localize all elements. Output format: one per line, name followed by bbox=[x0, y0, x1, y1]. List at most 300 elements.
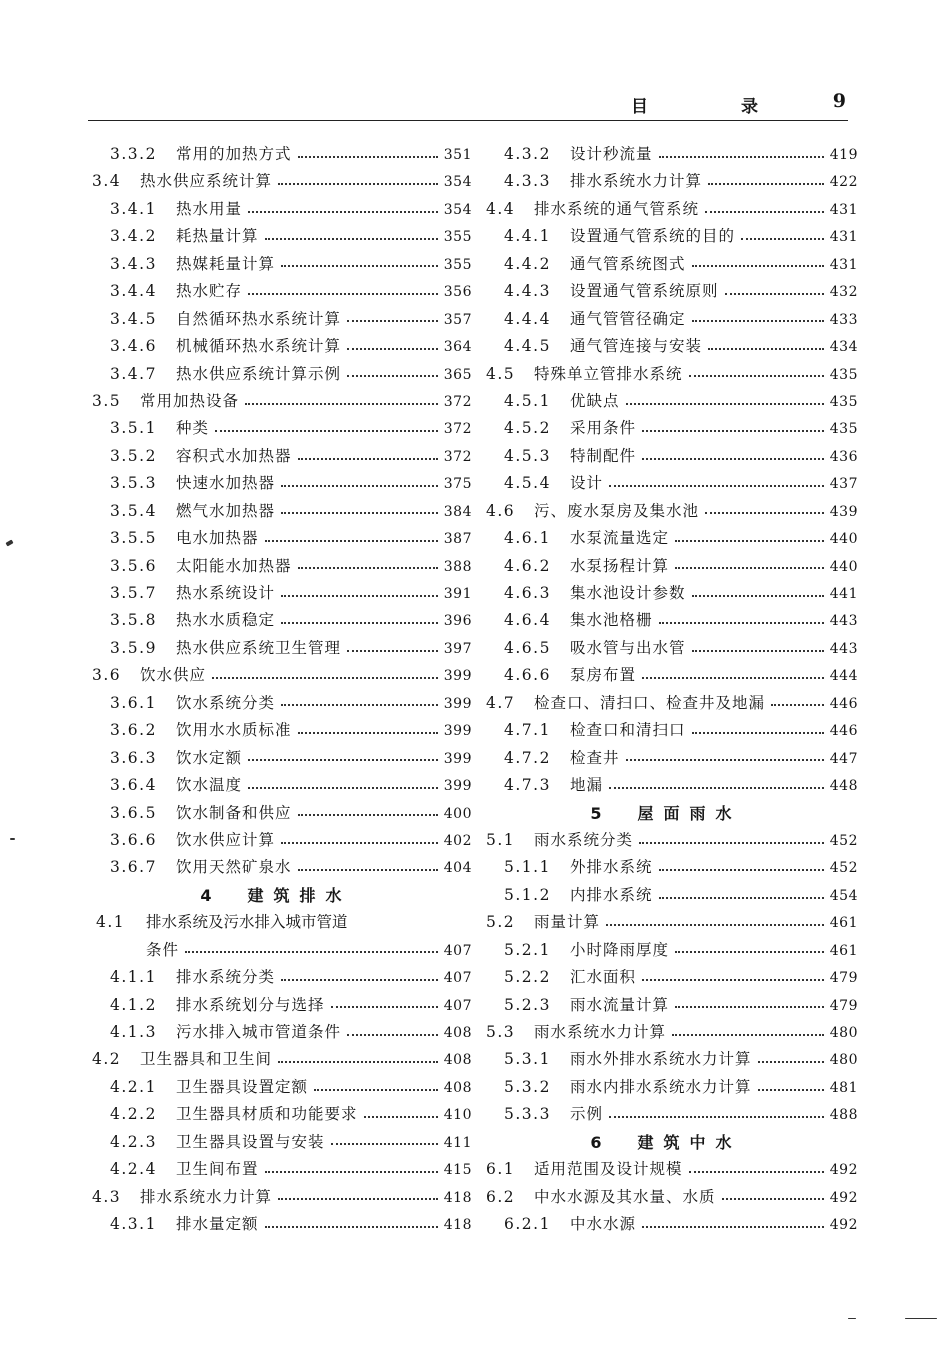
toc-entry[interactable] bbox=[80, 1211, 472, 1238]
leader-dots bbox=[314, 1089, 438, 1091]
toc-entry[interactable] bbox=[474, 1046, 858, 1073]
toc-entry[interactable] bbox=[474, 168, 858, 195]
leader-dots bbox=[659, 897, 824, 899]
toc-entry-number: 4.3.1 bbox=[110, 1215, 157, 1234]
toc-entry-title: 排水系统分类 bbox=[176, 968, 276, 987]
leader-dots bbox=[692, 265, 824, 267]
toc-entry-number: 4.5.1 bbox=[504, 391, 551, 410]
toc-entry-page: 435 bbox=[829, 393, 858, 410]
toc-entry-title: 雨量计算 bbox=[534, 913, 601, 932]
toc-entry[interactable] bbox=[80, 1184, 472, 1211]
toc-entry-page: 479 bbox=[829, 970, 858, 987]
toc-entry-number: 4.3.2 bbox=[504, 145, 551, 163]
toc-entry[interactable] bbox=[80, 1156, 472, 1183]
leader-dots bbox=[281, 704, 438, 706]
toc-entry-title: 热水贮存 bbox=[176, 282, 243, 301]
leader-dots bbox=[692, 595, 824, 597]
toc-entry-page: 355 bbox=[443, 229, 472, 246]
toc-entry-page: 351 bbox=[443, 147, 472, 163]
toc-entry[interactable] bbox=[80, 690, 472, 717]
toc-entry[interactable] bbox=[474, 1101, 858, 1128]
toc-entry[interactable] bbox=[474, 306, 858, 333]
toc-entry-number: 4.5.3 bbox=[504, 446, 551, 465]
toc-entry[interactable] bbox=[80, 580, 472, 607]
toc-entry-title: 采用条件 bbox=[570, 419, 637, 438]
toc-entry[interactable] bbox=[474, 443, 858, 470]
toc-entry-number: 3.4.5 bbox=[110, 309, 157, 328]
toc-entry[interactable] bbox=[474, 964, 858, 991]
toc-entry[interactable] bbox=[474, 553, 858, 580]
toc-entry-number: 5.3.3 bbox=[504, 1105, 551, 1124]
toc-entry[interactable] bbox=[80, 196, 472, 223]
toc-entry-title: 热水供应系统计算 bbox=[140, 172, 273, 191]
toc-entry[interactable] bbox=[80, 1101, 472, 1128]
toc-entry[interactable] bbox=[474, 854, 858, 881]
leader-dots bbox=[708, 183, 824, 185]
toc-entry-page: 400 bbox=[443, 805, 472, 822]
toc-entry-number: 4.4 bbox=[486, 199, 516, 218]
toc-entry-number: 4.6.4 bbox=[504, 611, 551, 630]
toc-entry-number: 4.4.3 bbox=[504, 282, 551, 301]
toc-entry-number: 3.4.2 bbox=[110, 227, 157, 246]
toc-entry-title: 雨水内排水系统水力计算 bbox=[570, 1077, 752, 1096]
toc-entry-number: 3.5.5 bbox=[110, 529, 157, 548]
toc-entry[interactable] bbox=[80, 992, 472, 1019]
toc-entry-title: 水泵流量选定 bbox=[570, 529, 670, 548]
toc-entry-page: 399 bbox=[443, 778, 472, 795]
toc-entry[interactable] bbox=[80, 333, 472, 360]
toc-entry-title: 热水供应系统卫生管理 bbox=[176, 638, 342, 657]
toc-entry-title: 泵房布置 bbox=[570, 666, 637, 685]
toc-entry-page: 441 bbox=[829, 586, 858, 602]
toc-entry[interactable] bbox=[80, 223, 472, 250]
toc-entry-number: 3.6.2 bbox=[110, 721, 157, 740]
toc-entry[interactable] bbox=[80, 854, 472, 881]
toc-entry-title: 电水加热器 bbox=[176, 529, 259, 548]
leader-dots bbox=[248, 759, 438, 761]
toc-entry-number: 6.1 bbox=[486, 1160, 516, 1179]
toc-entry-page: 431 bbox=[829, 229, 858, 246]
toc-entry[interactable] bbox=[474, 827, 858, 854]
toc-entry-number: 5.3 bbox=[486, 1023, 516, 1041]
toc-entry-title: 适用范围及设计规模 bbox=[534, 1160, 683, 1179]
toc-entry-page: 452 bbox=[829, 860, 858, 877]
leader-dots bbox=[245, 403, 438, 405]
leader-dots bbox=[347, 348, 438, 350]
toc-entry-number: 3.6 bbox=[92, 666, 122, 685]
toc-entry-title: 饮水供应 bbox=[140, 666, 207, 685]
toc-entry-page: 415 bbox=[443, 1162, 472, 1179]
leader-dots bbox=[771, 704, 824, 706]
toc-entry[interactable] bbox=[80, 278, 472, 305]
scan-speck bbox=[5, 540, 13, 547]
toc-entry-page: 408 bbox=[443, 1025, 472, 1041]
toc-entry[interactable] bbox=[474, 251, 858, 278]
toc-entry[interactable] bbox=[80, 662, 472, 689]
toc-entry-number: 6.2.1 bbox=[504, 1215, 551, 1234]
toc-entry-title: 汇水面积 bbox=[570, 968, 637, 987]
toc-entry-page: 408 bbox=[443, 1079, 472, 1096]
toc-entry-number: 4.4.4 bbox=[504, 309, 551, 328]
toc-entry-title: 饮水温度 bbox=[176, 776, 243, 795]
toc-entry-number: 5.2.1 bbox=[504, 940, 551, 959]
toc-entry-title: 热媒耗量计算 bbox=[176, 254, 276, 273]
toc-entry-number: 5.3.1 bbox=[504, 1050, 551, 1069]
toc-entry[interactable] bbox=[80, 964, 472, 991]
toc-entry-page: 437 bbox=[829, 476, 858, 493]
toc-entry-title: 雨水系统分类 bbox=[534, 830, 634, 849]
leader-dots bbox=[758, 1089, 824, 1091]
leader-dots bbox=[722, 1198, 824, 1200]
toc-entry-title: 排水系统及污水排入城市管道 bbox=[146, 913, 348, 932]
toc-entry-number: 6.2 bbox=[486, 1187, 516, 1206]
leader-dots bbox=[185, 951, 438, 953]
toc-entry[interactable] bbox=[80, 1074, 472, 1101]
leader-dots bbox=[675, 540, 824, 542]
toc-entry-title: 特殊单立管排水系统 bbox=[534, 364, 683, 383]
toc-entry-title: 快速水加热器 bbox=[176, 474, 276, 493]
toc-entry[interactable] bbox=[474, 141, 858, 168]
leader-dots bbox=[626, 759, 824, 761]
toc-entry-title: 饮用天然矿泉水 bbox=[176, 858, 292, 877]
toc-entry-number: 4.4.1 bbox=[504, 227, 551, 246]
toc-entry-page: 388 bbox=[443, 558, 472, 575]
toc-entry-page: 410 bbox=[443, 1107, 472, 1124]
toc-entry-title: 卫生器具设置定额 bbox=[176, 1077, 309, 1096]
leader-dots bbox=[331, 1006, 438, 1008]
toc-entry-number: 3.6.5 bbox=[110, 803, 157, 822]
leader-dots bbox=[298, 732, 438, 734]
leader-dots bbox=[248, 293, 438, 295]
toc-entry-page: 419 bbox=[829, 147, 858, 163]
toc-entry-title: 卫生器具设置与安装 bbox=[176, 1132, 325, 1151]
toc-right-column bbox=[474, 141, 858, 1239]
toc-entry-title: 排水系统水力计算 bbox=[570, 172, 703, 191]
toc-entry[interactable] bbox=[80, 1046, 472, 1073]
toc-entry-number: 4.5.2 bbox=[504, 419, 551, 438]
toc-entry-title: 容积式水加热器 bbox=[176, 446, 292, 465]
toc-entry[interactable] bbox=[80, 251, 472, 278]
leader-dots bbox=[347, 1034, 438, 1036]
leader-dots bbox=[281, 485, 438, 487]
toc-entry-title: 卫生器具材质和功能要求 bbox=[176, 1105, 358, 1124]
leader-dots bbox=[281, 265, 438, 267]
toc-entry-title: 热水水质稳定 bbox=[176, 611, 276, 630]
toc-entry[interactable] bbox=[474, 745, 858, 772]
toc-entry-number: 4.4.5 bbox=[504, 337, 551, 356]
toc-entry-title: 污水排入城市管道条件 bbox=[176, 1023, 342, 1041]
toc-entry[interactable] bbox=[474, 635, 858, 662]
chapter-heading-4: 4 建筑排水 bbox=[200, 885, 352, 905]
toc-entry[interactable] bbox=[80, 745, 472, 772]
toc-entry[interactable] bbox=[474, 717, 858, 744]
toc-entry-number: 3.5.6 bbox=[110, 556, 157, 575]
leader-dots bbox=[265, 540, 438, 542]
toc-entry-page: 454 bbox=[829, 887, 858, 904]
toc-entry[interactable] bbox=[474, 415, 858, 442]
page-header bbox=[88, 90, 848, 121]
toc-entry-number: 4.6 bbox=[486, 501, 516, 520]
toc-entry-title: 检查口、清扫口、检查井及地漏 bbox=[534, 693, 766, 712]
chapter-heading-6: 6 建筑中水 bbox=[590, 1132, 742, 1152]
toc-entry-page: 418 bbox=[443, 1217, 472, 1234]
toc-entry[interactable] bbox=[474, 388, 858, 415]
toc-entry[interactable] bbox=[474, 992, 858, 1019]
toc-entry-page: 391 bbox=[443, 586, 472, 602]
toc-entry-number: 4.6.2 bbox=[504, 556, 551, 575]
toc-entry[interactable] bbox=[474, 1156, 858, 1183]
toc-entry-title: 常用的加热方式 bbox=[176, 145, 292, 163]
toc-entry[interactable] bbox=[80, 1019, 472, 1046]
toc-entry-title: 卫生器具和卫生间 bbox=[140, 1050, 273, 1069]
leader-dots bbox=[298, 814, 438, 816]
toc-entry-title: 雨水系统水力计算 bbox=[534, 1023, 667, 1041]
toc-entry-number: 3.6.7 bbox=[110, 858, 157, 877]
toc-entry-number: 3.5.1 bbox=[110, 419, 157, 438]
toc-entry[interactable] bbox=[474, 196, 858, 223]
toc-entry-page: 432 bbox=[829, 284, 858, 301]
toc-entry[interactable] bbox=[80, 800, 472, 827]
toc-entry-title: 检查口和清扫口 bbox=[570, 721, 686, 740]
toc-entry-number: 3.4.4 bbox=[110, 282, 157, 301]
toc-entry-title: 中水水源 bbox=[570, 1215, 637, 1234]
toc-entry-page: 407 bbox=[443, 970, 472, 987]
toc-entry-page: 372 bbox=[443, 393, 472, 410]
leader-dots bbox=[689, 1171, 824, 1173]
leader-dots bbox=[278, 183, 438, 185]
toc-entry[interactable] bbox=[474, 470, 858, 497]
toc-entry-number: 3.4.3 bbox=[110, 254, 157, 273]
leader-dots bbox=[281, 622, 438, 624]
toc-entry-title: 外排水系统 bbox=[570, 858, 653, 877]
toc-entry-page: 399 bbox=[443, 723, 472, 740]
toc-entry[interactable] bbox=[474, 580, 858, 607]
toc-entry-page: 431 bbox=[829, 256, 858, 273]
toc-entry-continuation[interactable] bbox=[80, 937, 472, 964]
toc-entry-title: 设置通气管系统原则 bbox=[570, 282, 719, 301]
scan-speck bbox=[10, 838, 15, 840]
toc-entry-number: 4.2.2 bbox=[110, 1105, 157, 1124]
leader-dots bbox=[705, 512, 824, 514]
toc-entry[interactable] bbox=[80, 772, 472, 799]
toc-entry-title: 热水用量 bbox=[176, 199, 243, 218]
toc-entry[interactable] bbox=[80, 470, 472, 497]
toc-entry[interactable] bbox=[474, 333, 858, 360]
toc-entry-title: 卫生间布置 bbox=[176, 1160, 259, 1179]
toc-entry-number: 3.5.2 bbox=[110, 446, 157, 465]
toc-entry-title: 饮水系统分类 bbox=[176, 693, 276, 712]
toc-entry-page: 399 bbox=[443, 750, 472, 767]
header-title: 目 录 bbox=[631, 97, 796, 117]
leader-dots bbox=[347, 375, 438, 377]
toc-entry[interactable] bbox=[474, 937, 858, 964]
toc-entry-title: 中水水源及其水量、水质 bbox=[534, 1187, 716, 1206]
toc-entry-number: 3.6.6 bbox=[110, 830, 157, 849]
toc-entry[interactable] bbox=[474, 1184, 858, 1211]
toc-entry-page: 488 bbox=[829, 1107, 858, 1124]
leader-dots bbox=[281, 512, 438, 514]
toc-entry-number: 5.1.1 bbox=[504, 858, 551, 877]
leader-dots bbox=[659, 622, 824, 624]
toc-entry-number: 4.7 bbox=[486, 693, 516, 712]
toc-entry-page: 357 bbox=[443, 311, 472, 328]
toc-entry-page: 399 bbox=[443, 695, 472, 712]
toc-entry-title: 小时降雨厚度 bbox=[570, 940, 670, 959]
toc-entry[interactable] bbox=[474, 1211, 858, 1238]
toc-entry-number: 4.2 bbox=[92, 1050, 122, 1069]
leader-dots bbox=[298, 156, 438, 158]
toc-entry[interactable] bbox=[80, 498, 472, 525]
toc-entry-page: 397 bbox=[443, 640, 472, 657]
toc-entry-page: 435 bbox=[829, 421, 858, 438]
toc-entry-number: 4.2.1 bbox=[110, 1077, 157, 1096]
toc-entry[interactable] bbox=[80, 388, 472, 415]
toc-entry[interactable] bbox=[474, 607, 858, 634]
toc-entry-title: 吸水管与出水管 bbox=[570, 638, 686, 657]
leader-dots bbox=[265, 238, 438, 240]
toc-entry-number: 5.1.2 bbox=[504, 885, 551, 904]
toc-entry[interactable] bbox=[80, 141, 472, 168]
toc-entry[interactable] bbox=[80, 1129, 472, 1156]
leader-dots bbox=[659, 156, 824, 158]
leader-dots bbox=[626, 403, 824, 405]
toc-entry-title: 水泵扬程计算 bbox=[570, 556, 670, 575]
toc-entry-title: 通气管管径确定 bbox=[570, 309, 686, 328]
toc-entry-page: 356 bbox=[443, 284, 472, 301]
leader-dots bbox=[606, 924, 824, 926]
toc-entry-page: 443 bbox=[829, 640, 858, 657]
toc-left-column bbox=[80, 141, 472, 1239]
toc-entry-page: 479 bbox=[829, 997, 858, 1014]
toc-entry[interactable] bbox=[474, 882, 858, 909]
toc-entry-title: 特制配件 bbox=[570, 446, 637, 465]
toc-entry-page: 402 bbox=[443, 832, 472, 849]
toc-entry-page: 461 bbox=[829, 915, 858, 932]
toc-entry-number: 5.1 bbox=[486, 830, 516, 849]
leader-dots bbox=[298, 458, 438, 460]
toc-entry-page: 448 bbox=[829, 778, 858, 795]
leader-dots bbox=[672, 1034, 824, 1036]
toc-entry-page: 492 bbox=[829, 1217, 858, 1234]
toc-entry-page: 365 bbox=[443, 366, 472, 383]
leader-dots bbox=[248, 211, 438, 213]
toc-entry[interactable] bbox=[474, 690, 858, 717]
toc-entry-number: 4.4.2 bbox=[504, 254, 551, 273]
leader-dots bbox=[265, 1226, 438, 1228]
toc-entry[interactable] bbox=[474, 662, 858, 689]
leader-dots bbox=[705, 211, 824, 213]
toc-entry-page: 418 bbox=[443, 1189, 472, 1206]
toc-entry-page: 355 bbox=[443, 256, 472, 273]
leader-dots bbox=[278, 1061, 438, 1063]
toc-entry[interactable] bbox=[80, 607, 472, 634]
toc-entry[interactable] bbox=[80, 553, 472, 580]
toc-entry-title: 示例 bbox=[570, 1105, 604, 1124]
toc-entry-title: 饮水供应计算 bbox=[176, 830, 276, 849]
leader-dots bbox=[642, 430, 824, 432]
toc-entry-number: 4.6.1 bbox=[504, 529, 551, 548]
toc-entry[interactable] bbox=[80, 168, 472, 195]
toc-entry[interactable] bbox=[474, 498, 858, 525]
leader-dots bbox=[725, 293, 824, 295]
toc-entry[interactable] bbox=[80, 635, 472, 662]
toc-entry-page: 407 bbox=[443, 997, 472, 1014]
toc-entry-number: 3.5 bbox=[92, 391, 122, 410]
leader-dots bbox=[331, 1143, 438, 1145]
toc-entry-number: 3.5.9 bbox=[110, 638, 157, 657]
toc-entry-title: 设置通气管系统的目的 bbox=[570, 227, 736, 246]
toc-entry-number: 4.6.5 bbox=[504, 638, 551, 657]
toc-entry[interactable] bbox=[474, 772, 858, 799]
toc-entry[interactable] bbox=[80, 443, 472, 470]
toc-entry-page: 372 bbox=[443, 421, 472, 438]
toc-entry[interactable] bbox=[474, 1074, 858, 1101]
toc-entry[interactable] bbox=[80, 306, 472, 333]
toc-entry-number: 4.1.3 bbox=[110, 1023, 157, 1041]
toc-entry-title: 条件 bbox=[146, 940, 180, 959]
toc-entry[interactable] bbox=[80, 415, 472, 442]
toc-entry-page: 440 bbox=[829, 531, 858, 548]
toc-entry-page: 431 bbox=[829, 201, 858, 218]
toc-entry[interactable] bbox=[474, 1019, 858, 1046]
toc-entry-page: 408 bbox=[443, 1052, 472, 1069]
toc-entry-title: 热水供应系统计算示例 bbox=[176, 364, 342, 383]
leader-dots bbox=[689, 375, 824, 377]
toc-entry-number: 4.6.3 bbox=[504, 584, 551, 602]
page-number: 9 bbox=[832, 90, 846, 112]
toc-entry-number: 4.1.1 bbox=[110, 968, 157, 987]
toc-entry[interactable] bbox=[80, 361, 472, 388]
toc-entry-number: 4.3.3 bbox=[504, 172, 551, 191]
toc-entry-page: 480 bbox=[829, 1052, 858, 1069]
toc-entry-number: 3.4.7 bbox=[110, 364, 157, 383]
toc-entry[interactable] bbox=[80, 717, 472, 744]
toc-entry-title: 雨水流量计算 bbox=[570, 995, 670, 1014]
toc-entry-page: 480 bbox=[829, 1025, 858, 1041]
toc-entry[interactable] bbox=[474, 223, 858, 250]
toc-entry[interactable] bbox=[474, 278, 858, 305]
toc-entry-wrapped[interactable] bbox=[80, 909, 472, 936]
toc-entry[interactable] bbox=[80, 525, 472, 552]
toc-entry-title: 饮用水水质标准 bbox=[176, 721, 292, 740]
toc-entry-page: 354 bbox=[443, 174, 472, 191]
toc-entry-page: 407 bbox=[443, 942, 472, 959]
toc-entry-number: 4.5.4 bbox=[504, 474, 551, 493]
toc-entry-title: 排水量定额 bbox=[176, 1215, 259, 1234]
toc-entry-page: 411 bbox=[443, 1134, 472, 1151]
toc-entry[interactable] bbox=[474, 909, 858, 936]
toc-entry-number: 3.6.4 bbox=[110, 776, 157, 795]
toc-entry-page: 446 bbox=[829, 723, 858, 740]
leader-dots bbox=[298, 869, 438, 871]
toc-entry-page: 372 bbox=[443, 448, 472, 465]
toc-entry-title: 排水系统划分与选择 bbox=[176, 995, 325, 1014]
toc-entry-number: 4.3 bbox=[92, 1187, 122, 1206]
toc-entry-page: 461 bbox=[829, 942, 858, 959]
toc-entry-page: 446 bbox=[829, 695, 858, 712]
toc-entry-page: 439 bbox=[829, 503, 858, 520]
toc-entry[interactable] bbox=[80, 827, 472, 854]
toc-entry[interactable] bbox=[474, 525, 858, 552]
toc-entry-number: 3.5.3 bbox=[110, 474, 157, 493]
toc-entry-page: 404 bbox=[443, 860, 472, 877]
toc-entry[interactable] bbox=[474, 361, 858, 388]
toc-entry-number: 3.4.1 bbox=[110, 199, 157, 218]
toc-entry-page: 399 bbox=[443, 668, 472, 685]
toc-entry-number: 3.5.4 bbox=[110, 501, 157, 520]
toc-entry-page: 447 bbox=[829, 750, 858, 767]
leader-dots bbox=[741, 238, 824, 240]
